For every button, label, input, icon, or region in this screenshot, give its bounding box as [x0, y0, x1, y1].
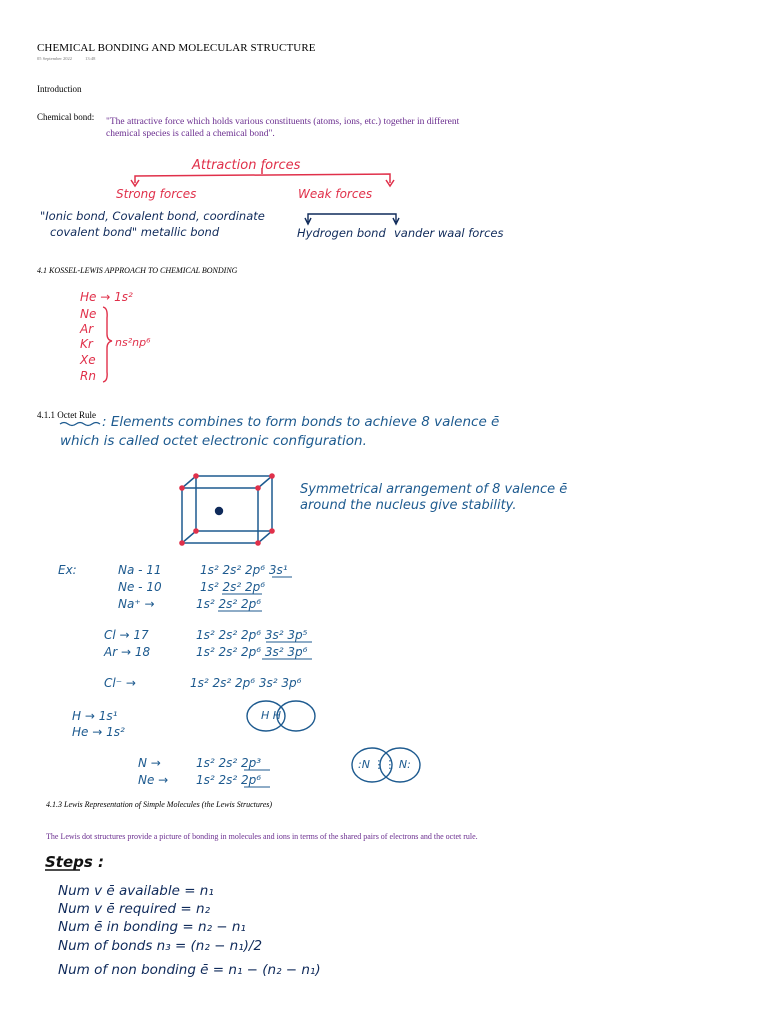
example-config: 1s² 2s² 2p⁶: [200, 580, 266, 594]
octet-electrons: [179, 473, 275, 546]
section-413-heading: 4.1.3 Lewis Representation of Simple Molecules (the Lewis Structures): [46, 800, 273, 809]
lewis-paragraph: The Lewis dot structures provide a picture of bonding in molecules and ions in terms of the shared pairs of electrons and the octet rule.: [46, 832, 478, 841]
chemical-bond-definition: [106, 116, 506, 140]
step-line: Num of bonds n₃ = (n₂ − n₁)/2: [58, 938, 263, 954]
weak-item-vanderwaal: vander waal forces: [394, 226, 504, 240]
example-species: He → 1s²: [72, 725, 125, 739]
n2-molecule-label: :N ⋮⋮ N:: [358, 758, 411, 771]
section-411-heading: 4.1.1 Octet Rule: [37, 410, 96, 420]
example-config: 1s² 2s² 2p⁶ 3s² 3p⁶: [190, 676, 302, 690]
strong-items-line-1: "Ionic bond, Covalent bond, coordinate: [40, 209, 265, 223]
gas-kr: Kr: [80, 337, 93, 351]
example-species: Na⁺ →: [118, 597, 155, 611]
diagram-weak: Weak forces: [298, 187, 373, 201]
diagram-root: Attraction forces: [192, 158, 301, 173]
example-species: H → 1s¹: [72, 709, 118, 723]
example-config: 1s² 2s² 2p⁶: [196, 597, 262, 611]
section-41-heading: 4.1 KOSSEL-LEWIS APPROACH TO CHEMICAL BONDING: [37, 266, 238, 275]
examples-label: Ex:: [58, 563, 77, 577]
example-species: Ne →: [138, 773, 169, 787]
step-line: Num v ē required = n₂: [58, 901, 210, 917]
step-line: Num ē in bonding = n₂ − n₁: [58, 919, 246, 935]
gas-ar: Ar: [80, 322, 94, 336]
octet-cube: [182, 476, 272, 543]
example-species: N →: [138, 756, 161, 770]
step-line: Num of non bonding ē = n₁ − (n₂ − n₁): [58, 962, 321, 978]
gas-rn: Rn: [80, 369, 96, 383]
intro-heading: Introduction: [37, 84, 82, 94]
h2-molecule-label: H H: [261, 709, 282, 722]
cube-note-line-1: Symmetrical arrangement of 8 valence ē: [300, 482, 568, 497]
date: 05 September 2022: [37, 56, 72, 61]
chemical-bond-label: Chemical bond:: [37, 112, 95, 122]
diagram-strong: Strong forces: [116, 187, 197, 201]
cube-nucleus: [215, 507, 223, 515]
cube-note-line-2: around the nucleus give stability.: [300, 498, 517, 513]
example-config: 1s² 2s² 2p⁶: [196, 773, 262, 787]
weak-forces-bracket: [305, 214, 399, 224]
weak-item-hydrogen: Hydrogen bond: [297, 226, 386, 240]
example-config: 1s² 2s² 2p⁶ 3s¹: [200, 563, 288, 577]
example-species: Cl⁻ →: [104, 676, 136, 690]
example-config: 1s² 2s² 2p³: [196, 756, 262, 770]
example-species: Na - 11: [118, 563, 162, 577]
time: 13:48: [85, 56, 96, 61]
gas-ne: Ne: [80, 307, 97, 321]
strong-items-line-2: covalent bond" metallic bond: [50, 225, 220, 239]
example-config: 1s² 2s² 2p⁶ 3s² 3p⁵: [196, 628, 308, 642]
example-species: Cl → 17: [104, 628, 149, 642]
steps-label: Steps :: [45, 853, 105, 871]
step-line: Num v ē available = n₁: [58, 883, 214, 899]
he-config: He → 1s²: [80, 290, 133, 304]
noble-gas-config: ns²np⁶: [115, 336, 151, 349]
noble-gas-brace: [103, 307, 112, 382]
octet-rule-line-2: which is called octet electronic configuration.: [60, 433, 367, 449]
page-title: CHEMICAL BONDING AND MOLECULAR STRUCTURE: [37, 42, 316, 54]
example-species: Ne - 10: [118, 580, 162, 594]
octet-underline: [60, 423, 100, 426]
example-config: 1s² 2s² 2p⁶ 3s² 3p⁶: [196, 645, 308, 659]
example-species: Ar → 18: [104, 645, 151, 659]
definition-line-2: chemical species is called a chemical bond".: [106, 129, 275, 139]
octet-rule-line-1: : Elements combines to form bonds to achieve 8 valence ē: [102, 414, 500, 430]
gas-xe: Xe: [80, 353, 96, 367]
definition-line-1: "The attractive force which holds various constituents (atoms, ions, etc.) together in different: [106, 117, 460, 127]
page-timestamp: [37, 56, 95, 61]
